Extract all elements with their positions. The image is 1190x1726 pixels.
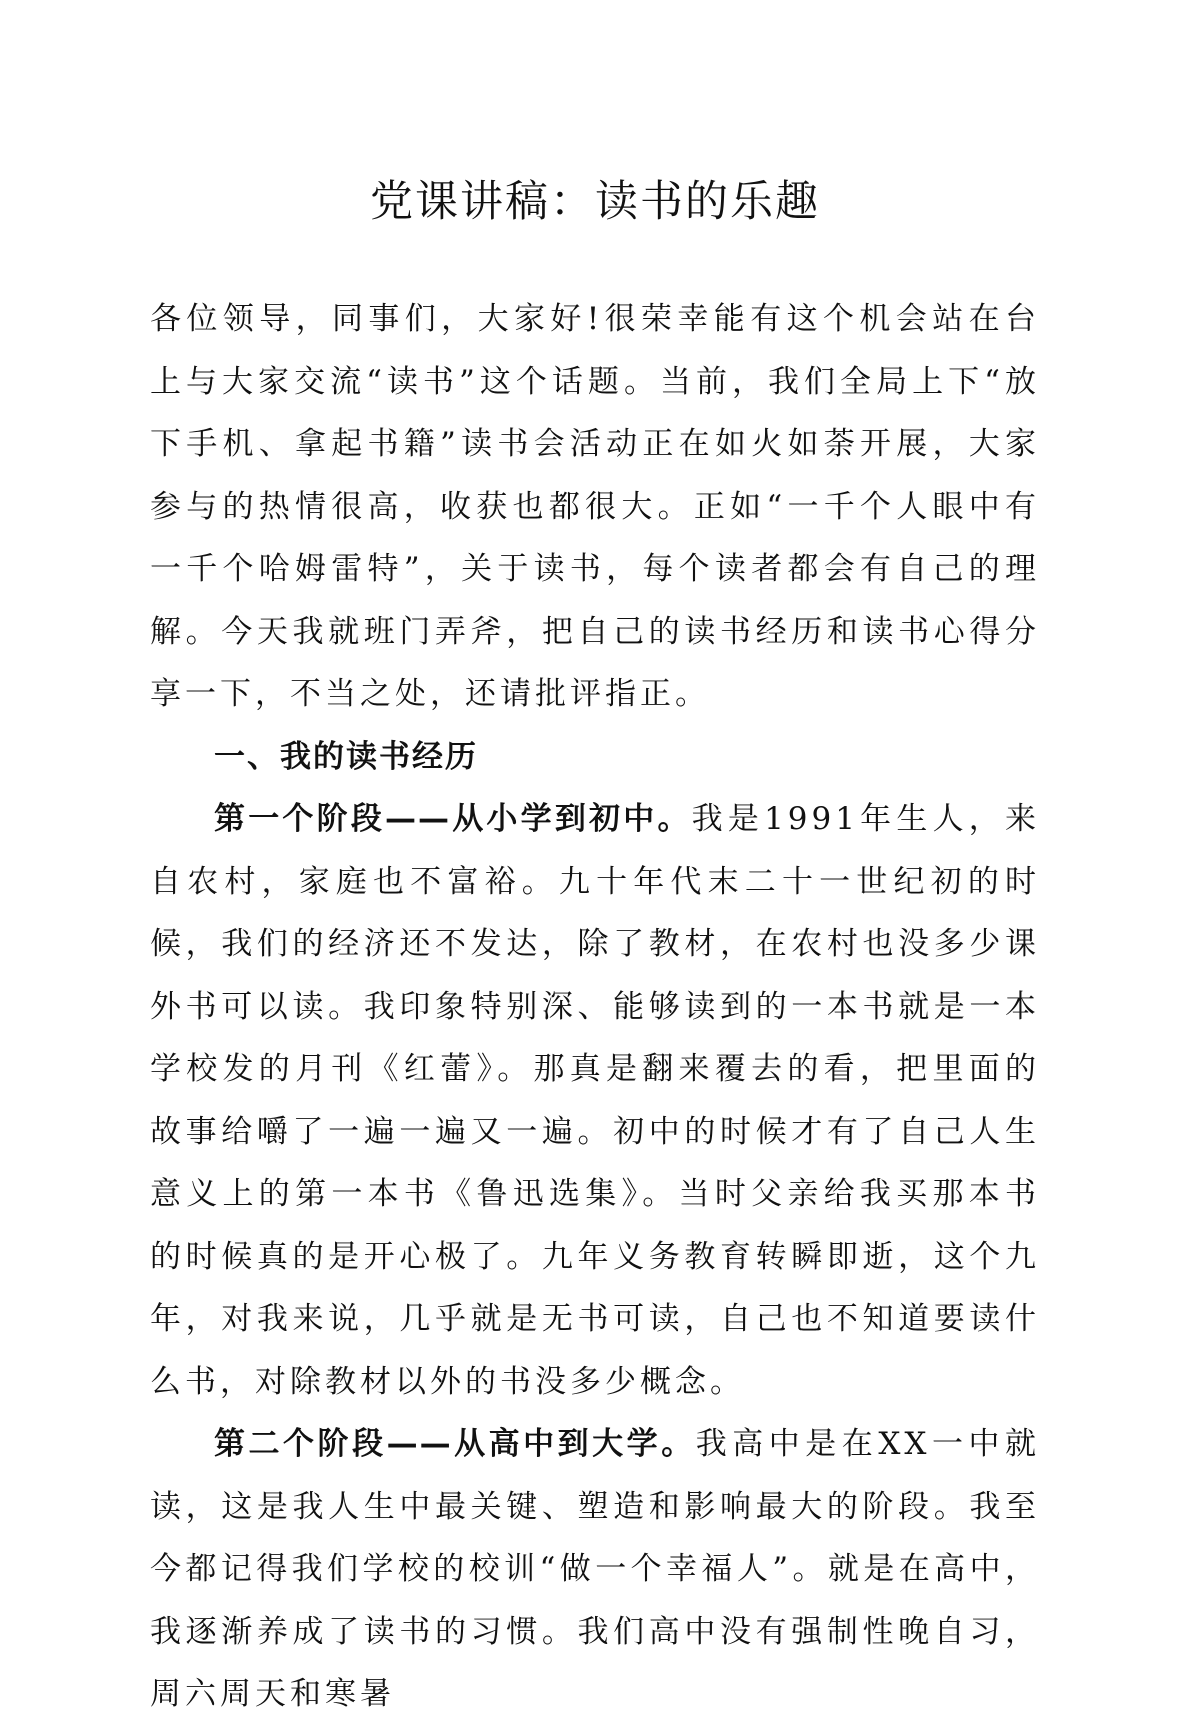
section-heading-reading-experience: 一、我的读书经历	[214, 738, 478, 775]
stage-two-paragraph	[150, 1413, 1040, 1726]
document-body	[150, 288, 1040, 1726]
stage-one-paragraph	[150, 788, 1040, 1413]
intro-paragraph: 各位领导，同事们，大家好!很荣幸能有这个机会站在台上与大家交流“读书”这个话题。当前，我们全局上下“放下手机、拿起书籍”读书会活动正在如火如荼开展，大家参与的热情很高，收获也都很大。正如“一千个人眼中有一千个哈姆雷特”，关于读书，每个读者都会有自己的理解。今天我就班门弄斧，把自己的读书经历和读书心得分享一下，不当之处，还请批评指正。	[150, 301, 1040, 712]
stage-one-text: 我是1991年生人，来自农村，家庭也不富裕。九十年代末二十一世纪初的时候，我们的经济还不发达，除了教材，在农村也没多少课外书可以读。我印象特别深、能够读到的一本书就是一本学校发的月刊《红蕾》。那真是翻来覆去的看，把里面的故事给嚼了一遍一遍又一遍。初中的时候才有了自己人生意义上的第一本书《鲁迅选集》。当时父亲给我买那本书的时候真的是开心极了。九年义务教育转瞬即逝，这个九年，对我来说，几乎就是无书可读，自己也不知道要读什么书，对除教材以外的书没多少概念。	[150, 801, 1040, 1400]
stage-one-lead: 第一个阶段——从小学到初中。	[214, 801, 692, 837]
document-title: 党课讲稿：读书的乐趣	[370, 177, 820, 227]
stage-two-text: 我高中是在XX一中就读，这是我人生中最关键、塑造和影响最大的阶段。我至今都记得我们学校的校训“做一个幸福人”。就是在高中，我逐渐养成了读书的习惯。我们高中没有强制性晚自习，周六周天和寒暑	[150, 1426, 1041, 1712]
stage-two-lead: 第二个阶段——从高中到大学。	[214, 1426, 696, 1462]
